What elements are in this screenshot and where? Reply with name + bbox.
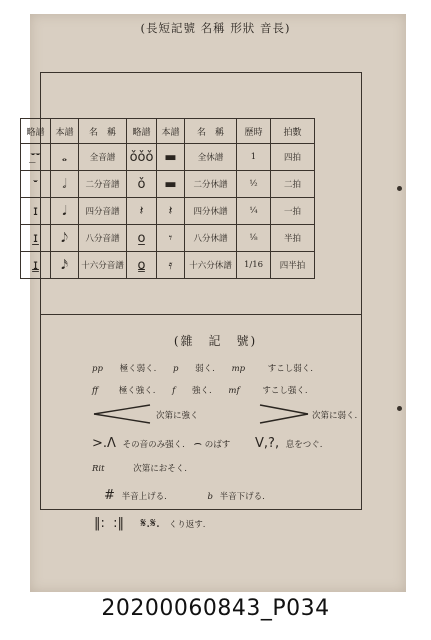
image-caption: 20200060843_P034 xyxy=(101,596,330,621)
header-name: 名 稱 xyxy=(185,119,237,144)
note-name: 十六分音譜 xyxy=(79,252,127,279)
abbr-rest-symbol: o̲ xyxy=(127,225,157,252)
table-row xyxy=(21,144,315,171)
rest-name: 八分休譜 xyxy=(185,225,237,252)
binding-hole xyxy=(397,186,402,191)
beats: 二拍 xyxy=(271,171,315,198)
ff-text: 極く強く. xyxy=(118,386,156,396)
accent-text: その音のみ强く. xyxy=(122,440,185,450)
header-staff: 本譜 xyxy=(157,119,185,144)
pp-text: 極く弱く. xyxy=(119,364,157,374)
articulation-row xyxy=(92,436,322,451)
duration: 1 xyxy=(237,144,271,171)
rest-symbol: 𝄿 xyxy=(157,252,185,279)
table-row xyxy=(21,252,315,279)
rest-name: 全休譜 xyxy=(185,144,237,171)
note-symbol: 𝅗𝅥 xyxy=(51,171,79,198)
breath-text: 息をつぐ. xyxy=(285,440,323,450)
misc-marks-title: (雜 記 號) xyxy=(173,334,258,348)
fermata-mark: ⌢ xyxy=(193,436,203,451)
rest-name: 四分休譜 xyxy=(185,198,237,225)
flat-mark: b xyxy=(207,492,213,502)
f-text: 強く. xyxy=(192,386,212,396)
header-staff: 本譜 xyxy=(51,119,79,144)
rest-name: 二分休譜 xyxy=(185,171,237,198)
repeat-text: くり返す. xyxy=(168,520,206,530)
ff-mark: ff xyxy=(92,386,99,396)
header-beats: 拍數 xyxy=(271,119,315,144)
sharp-text: 半音上げる. xyxy=(121,492,167,502)
rest-symbol: ▬ xyxy=(157,144,185,171)
dynamics-row-soft xyxy=(92,362,313,374)
rit-text: 次第におそく. xyxy=(133,464,187,474)
abbr-note-symbol: ɪ xyxy=(21,198,51,225)
rest-name: 十六分休譜 xyxy=(185,252,237,279)
decrescendo-hairpin-icon xyxy=(258,403,310,425)
section-divider xyxy=(41,314,361,315)
table-row xyxy=(21,225,315,252)
note-length-table xyxy=(20,118,315,279)
beats: 半拍 xyxy=(271,225,315,252)
rest-symbol: ▬ xyxy=(157,171,185,198)
fermata-text: のばす xyxy=(204,440,231,450)
note-symbol: 𝅝 xyxy=(51,144,79,171)
crescendo-hairpin-icon xyxy=(92,403,152,425)
abbr-rest-symbol: o̳ xyxy=(127,252,157,279)
mp-mark: mp xyxy=(231,364,246,374)
rest-symbol: 𝄽 xyxy=(157,198,185,225)
sharp-mark: # xyxy=(104,488,115,503)
header-name: 名 稱 xyxy=(79,119,127,144)
note-name: 全音譜 xyxy=(79,144,127,171)
rest-symbol: 𝄾 xyxy=(157,225,185,252)
table-row xyxy=(21,171,315,198)
mp-text: すこし弱く. xyxy=(267,364,313,374)
table-header-row xyxy=(21,119,315,144)
header-abbr: 略譜 xyxy=(21,119,51,144)
rit-mark: Rit xyxy=(92,464,105,474)
note-symbol: 𝅘𝅥 xyxy=(51,198,79,225)
beats: 四拍 xyxy=(271,144,315,171)
pp-mark: pp xyxy=(92,364,103,374)
header-abbr: 略譜 xyxy=(127,119,157,144)
abbr-note-symbol: ɪ̲ xyxy=(21,225,51,252)
beats: 一拍 xyxy=(271,198,315,225)
abbr-rest-symbol: ǒ xyxy=(127,171,157,198)
duration: ½ xyxy=(237,171,271,198)
flat-text: 半音下げる. xyxy=(219,492,265,502)
header-duration: 歷時 xyxy=(237,119,271,144)
breath-mark: V,?, xyxy=(255,436,280,451)
accent-mark: >.Λ xyxy=(92,436,116,451)
abbr-note-symbol: 𝄻̲𝄻 xyxy=(21,144,51,171)
p-mark: p xyxy=(173,364,179,374)
note-length-title: (長短記號 名稱 形狀 音長) xyxy=(140,21,291,35)
abbr-note-symbol: ɪ̳ xyxy=(21,252,51,279)
dynamics-row-loud xyxy=(92,384,308,396)
repeat-marks: ‖: :‖ 𝄋.𝄋. xyxy=(94,516,160,531)
note-symbol: 𝅘𝅥𝅯 xyxy=(51,252,79,279)
note-name: 二分音譜 xyxy=(79,171,127,198)
beats: 四半拍 xyxy=(271,252,315,279)
abbr-rest-symbol: ǒǒǒ xyxy=(127,144,157,171)
accidentals-row xyxy=(104,488,265,503)
note-name: 四分音譜 xyxy=(79,198,127,225)
ritardando-row xyxy=(92,462,187,474)
decrescendo-text: 次第に弱く. xyxy=(312,411,358,421)
duration: ¼ xyxy=(237,198,271,225)
f-mark: f xyxy=(172,386,176,396)
note-symbol: 𝅘𝅥𝅮 xyxy=(51,225,79,252)
mf-mark: mf xyxy=(228,386,240,396)
crescendo-text: 次第に強く xyxy=(156,411,199,421)
duration: 1/16 xyxy=(237,252,271,279)
abbr-note-symbol: 𝄻 xyxy=(21,171,51,198)
duration: ⅛ xyxy=(237,225,271,252)
repeat-row xyxy=(94,516,205,531)
mf-text: すこし强く. xyxy=(262,386,308,396)
table-row xyxy=(21,198,315,225)
abbr-rest-symbol: 𝄽 xyxy=(127,198,157,225)
binding-hole xyxy=(397,406,402,411)
p-text: 弱く. xyxy=(195,364,215,374)
note-name: 八分音譜 xyxy=(79,225,127,252)
